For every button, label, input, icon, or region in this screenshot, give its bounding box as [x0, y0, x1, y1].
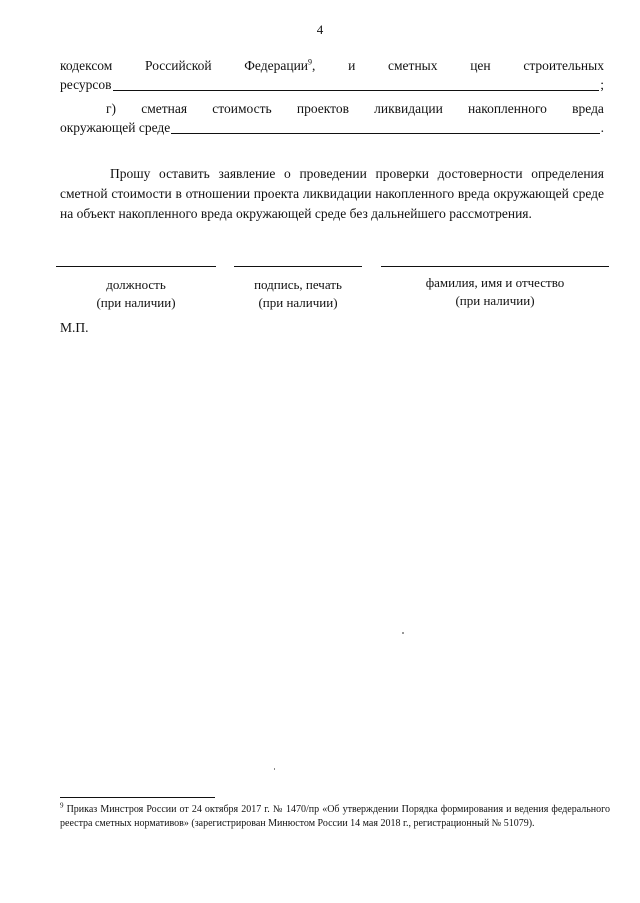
word: кодексом: [60, 58, 113, 73]
line-start-text: окружающей среде: [60, 120, 171, 135]
word: проектов: [296, 101, 349, 116]
word: Российской: [145, 58, 212, 73]
word: стоимость: [212, 101, 272, 116]
paragraph-v: [60, 56, 604, 94]
word: сметных: [388, 58, 438, 73]
paragraph-g: [60, 99, 604, 137]
footnote: [60, 803, 610, 831]
line-end-mark: .: [600, 120, 604, 135]
line-start-text: ресурсов: [60, 77, 112, 92]
request-text: Прошу оставить заявление о проведении проверки достоверности определения сметной стоимости в отношении проекта ликвидации накопленного вреда окружающей среде на объект накопленного вреда окружающей среде без дальнейшего рассмотрения.: [60, 166, 604, 221]
footnote-separator: [60, 797, 215, 798]
word-with-footnote: Федерации$^9$,: [244, 57, 316, 73]
position-note: (при наличии): [96, 295, 176, 310]
word: накопленного: [467, 101, 547, 116]
paragraph-g-line-1: [60, 99, 604, 118]
paragraph-g-line-2: [60, 118, 604, 137]
paragraph-v-line-1: [60, 56, 604, 75]
word: строительных: [523, 58, 604, 73]
signature-line[interactable]: [234, 266, 362, 267]
word: ликвидации: [374, 101, 443, 116]
word: и: [348, 58, 356, 73]
paragraph-v-line-2: [60, 75, 604, 94]
scan-speck: [402, 632, 404, 634]
signature-label-block: [220, 276, 376, 312]
position-line[interactable]: [56, 266, 216, 267]
name-label: фамилия, имя и отчество: [425, 275, 565, 290]
stamp-place: М.П.: [60, 320, 89, 335]
footnote-number: 9: [60, 801, 64, 810]
scan-speck: [274, 768, 275, 770]
word: цен: [470, 58, 491, 73]
word: вреда: [572, 101, 604, 116]
signature-label: подпись, печать: [254, 277, 342, 292]
blank-fill-field[interactable]: [113, 76, 600, 91]
name-line[interactable]: [381, 266, 609, 267]
request-paragraph: [60, 164, 604, 224]
footnote-text: Приказ Минстроя России от 24 октября 2017 г. № 1470/пр «Об утверждении Порядка формирования и ведения федерального реестра сметных нормативов» (зарегистрирован Минюстом России 14 мая 2018 г., регистрационный № 51079).: [60, 804, 611, 829]
signature-note: (при наличии): [258, 295, 338, 310]
position-label: должность: [106, 277, 166, 292]
name-label-block: [381, 274, 609, 310]
footnote-ref: 9: [308, 57, 313, 67]
page-number: 4: [316, 22, 324, 37]
position-label-block: [56, 276, 216, 312]
list-marker: г): [106, 101, 117, 116]
line-end-mark: ;: [600, 77, 604, 92]
name-note: (при наличии): [455, 293, 535, 308]
blank-fill-field[interactable]: [171, 119, 599, 134]
word: сметная: [141, 101, 188, 116]
